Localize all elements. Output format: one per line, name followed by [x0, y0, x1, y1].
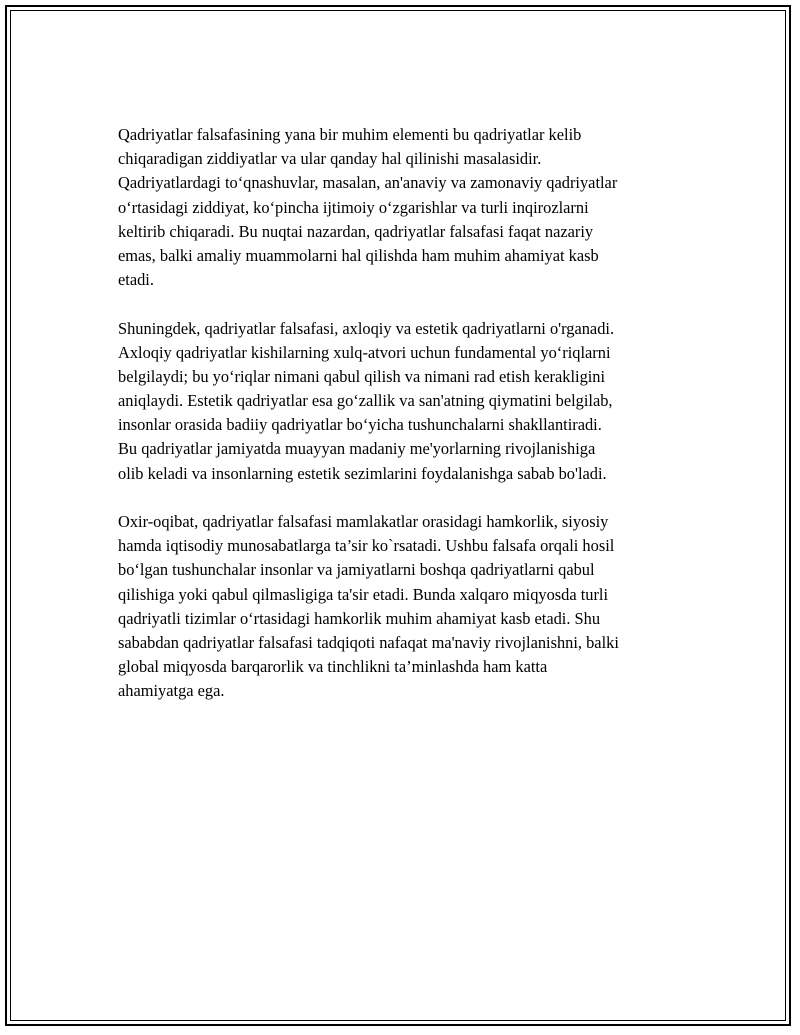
text-line: hamda iqtisodiy munosabatlarga ta’sir ko`rsatadi. Ushbu falsafa orqali hosil [118, 536, 615, 556]
text-line: global miqyosda barqarorlik va tinchlikni ta’minlashda ham katta [118, 657, 548, 677]
text-line: chiqaradigan ziddiyatlar va ular qanday hal qilinishi masalasidir. [118, 149, 542, 169]
text-line: Bu qadriyatlar jamiyatda muayyan madaniy me'yorlarning rivojlanishiga [118, 439, 596, 459]
text-line: Qadriyatlardagi to‘qnashuvlar, masalan, an'anaviy va zamonaviy qadriyatlar [118, 173, 618, 193]
text-line: aniqlaydi. Estetik qadriyatlar esa go‘zallik va san'atning qiymatini belgilab, [118, 391, 613, 411]
text-line: Axloqiy qadriyatlar kishilarning xulq-atvori uchun fundamental yo‘riqlarni [118, 342, 611, 362]
text-line: qadriyatli tizimlar o‘rtasidagi hamkorlik muhim ahamiyat kasb etadi. Shu [118, 608, 601, 628]
text-line: sababdan qadriyatlar falsafasi tadqiqoti nafaqat ma'naviy rivojlanishni, balki [118, 632, 619, 652]
text-line: bo‘lgan tushunchalar insonlar va jamiyatlarni boshqa qadriyatlarni qabul [118, 560, 595, 580]
text-line: o‘rtasidagi ziddiyat, ko‘pincha ijtimoiy o‘zgarishlar va turli inqirozlarni [118, 197, 589, 217]
page-frame [5, 5, 791, 1026]
document-body [118, 123, 688, 728]
text-line: belgilaydi; bu yo‘riqlar nimani qabul qilish va nimani rad etish kerakligini [118, 366, 606, 386]
text-line: insonlar orasida badiiy qadriyatlar bo‘yicha tushunchalarni shakllantiradi. [118, 415, 602, 435]
text-line: qilishiga yoki qabul qilmasligiga ta'sir etadi. Bunda xalqaro miqyosda turli [118, 584, 609, 604]
paragraph-1 [118, 123, 688, 292]
text-line: Qadriyatlar falsafasining yana bir muhim elementi bu qadriyatlar kelib [118, 125, 582, 144]
text-line: etadi. [118, 270, 154, 290]
text-line: Shuningdek, qadriyatlar falsafasi, axloqiy va estetik qadriyatlarni o'rganadi. [118, 318, 615, 338]
text-line: keltirib chiqaradi. Bu nuqtai nazardan, qadriyatlar falsafasi faqat nazariy [118, 221, 594, 241]
text-line: Oxir-oqibat, qadriyatlar falsafasi mamlakatlar orasidagi hamkorlik, siyosiy [118, 512, 609, 531]
paragraph-2 [118, 317, 688, 486]
paragraph-3 [118, 510, 688, 704]
text-line: emas, balki amaliy muammolarni hal qilishda ham muhim ahamiyat kasb [118, 245, 599, 265]
text-line: olib keladi va insonlarning estetik sezimlarini foydalanishga sabab bo'ladi. [118, 463, 607, 483]
text-line: ahamiyatga ega. [118, 681, 225, 701]
